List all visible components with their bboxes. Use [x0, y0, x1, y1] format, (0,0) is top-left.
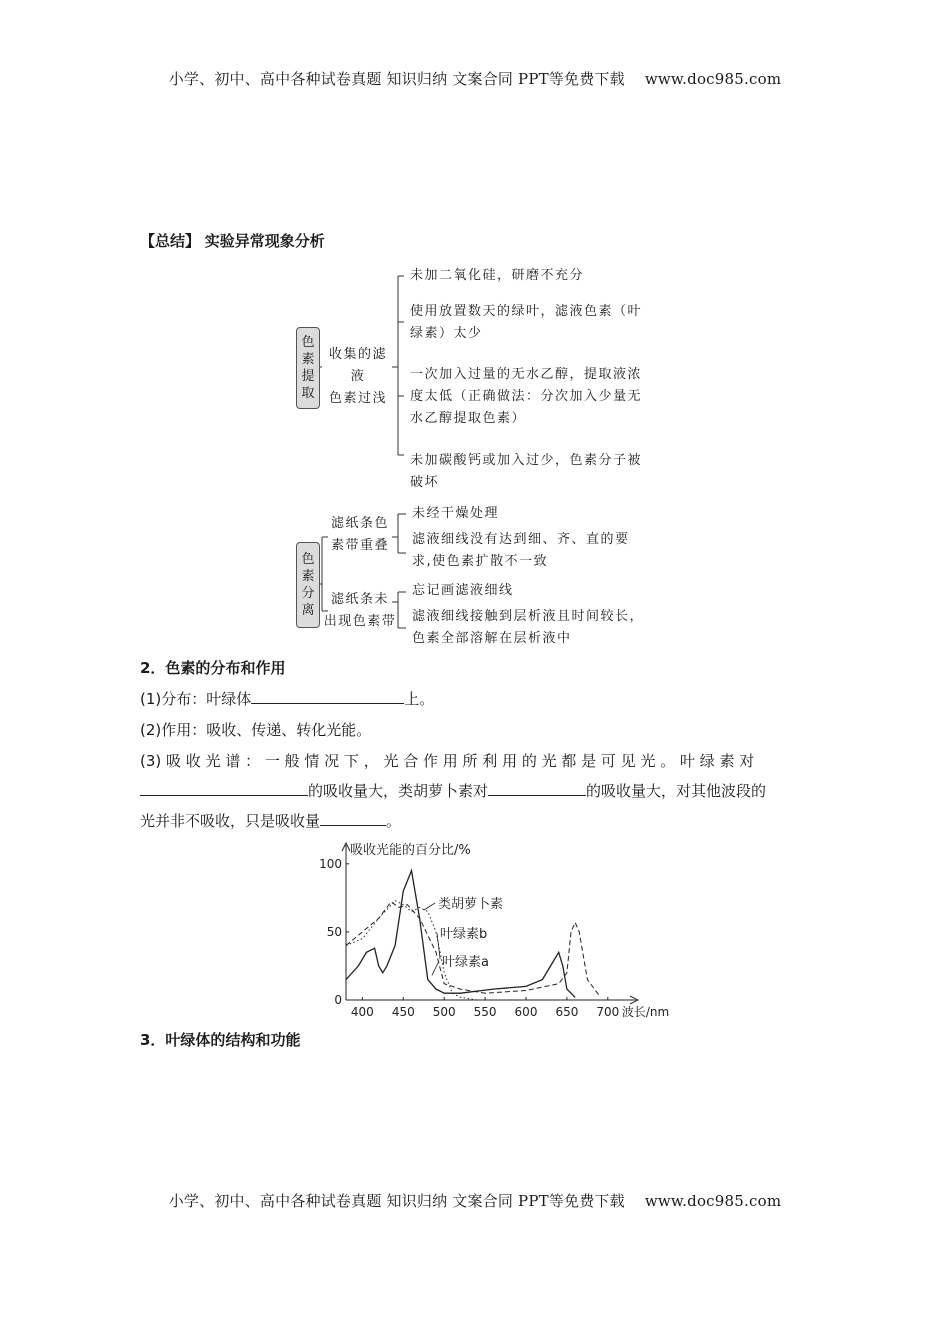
x-tick-label: 400: [350, 1005, 374, 1019]
leaf-line: 绿素）太少: [410, 326, 483, 341]
x-tick-label: 550: [473, 1005, 497, 1019]
series-line-1: [346, 902, 600, 996]
leaf-line: 破坏: [410, 475, 440, 490]
leaf-line: 色素全部溶解在层析液中: [412, 631, 572, 646]
p3-line3-suffix: 。: [386, 812, 402, 830]
blank-1: [251, 688, 404, 704]
section2-p3-line3: [140, 810, 401, 831]
tree1-leaf-4: [410, 450, 642, 494]
y-tick-label: 50: [326, 924, 342, 939]
x-tick-label: 600: [514, 1005, 538, 1019]
tree2-branch2-line2: 出现色素带: [323, 614, 397, 629]
page-footer: [0, 1190, 950, 1211]
tree1-branch-line2: 色素过浅: [328, 391, 387, 406]
series-label: 叶绿素a: [442, 955, 489, 970]
tree1-leaf-1: [410, 265, 584, 287]
tree1-leaf-2: [410, 301, 642, 345]
blank-3: [488, 780, 586, 796]
section2-p3-line2: [140, 780, 766, 801]
header-text: 小学、初中、高中各种试卷真题 知识归纳 文案合同 PPT等免费下载: [168, 70, 625, 88]
p3-line3-prefix: 光并非不吸收，只是吸收量: [140, 812, 321, 830]
footer-text: 小学、初中、高中各种试卷真题 知识归纳 文案合同 PPT等免费下载: [168, 1192, 625, 1210]
section2-p1: [140, 688, 434, 709]
leaf-line: 未加碳酸钙或加入过少，色素分子被: [410, 453, 643, 468]
p1-suffix: 上。: [404, 690, 435, 708]
tree1-leaf-3: [410, 364, 642, 430]
p3-mid: 的吸收量大，类胡萝卜素对: [308, 782, 489, 800]
tree2-branch1-line2: 素带重叠: [330, 538, 389, 553]
root-char: 素: [301, 569, 315, 584]
root-char: 素: [301, 352, 315, 367]
series-label: 叶绿素b: [440, 927, 488, 942]
leaf-line: 未加二氧化硅，研磨不充分: [410, 268, 585, 283]
tree1-root-box: [296, 327, 320, 409]
x-tick-label: 450: [391, 1005, 415, 1019]
root-char: 提: [301, 369, 315, 384]
section2-heading: 2．色素的分布和作用: [140, 659, 286, 677]
tree2-branch-1: [326, 513, 394, 557]
blank-4: [320, 810, 386, 826]
series-leader-line: [432, 961, 439, 975]
tree2-leaf-2: [412, 529, 630, 573]
root-char: 色: [301, 552, 315, 567]
leaf-line: 水乙醇提取色素）: [410, 411, 527, 426]
tree2-leaf-1: [412, 503, 499, 525]
blank-2: [140, 780, 308, 796]
leaf-line: 使用放置数天的绿叶，滤液色素（叶: [410, 304, 643, 319]
series-line-0: [346, 901, 477, 1000]
tree2-leaf-3: [412, 580, 514, 602]
root-char: 取: [301, 386, 315, 401]
leaf-line: 一次加入过量的无水乙醇，提取液浓: [410, 367, 643, 382]
p3-end: 的吸收量大，对其他波段的: [586, 782, 767, 800]
x-tick-label: 500: [432, 1005, 456, 1019]
leaf-line: 度太低（正确做法：分次加入少量无: [410, 389, 643, 404]
leaf-line: 滤液细线没有达到细、齐、直的要: [412, 532, 630, 547]
x-tick-label: 650: [555, 1005, 579, 1019]
y-tick-label: 0: [334, 993, 342, 1007]
section3-heading: 3．叶绿体的结构和功能: [140, 1031, 301, 1049]
root-char: 离: [301, 603, 315, 618]
tree2-branch1-line1: 滤纸条色: [330, 516, 389, 531]
p1-prefix: (1)分布：叶绿体: [140, 690, 252, 708]
tree2-root-box: [296, 542, 320, 628]
series-leader-line: [424, 903, 435, 910]
x-tick-label: 700: [596, 1005, 620, 1019]
tree1-branch-line1: 收集的滤液: [328, 347, 387, 384]
root-char: 色: [301, 335, 315, 350]
absorption-spectrum-chart: [300, 840, 670, 1020]
summary-title: [140, 230, 325, 251]
root-char: 分: [301, 586, 315, 601]
x-axis-label: 波长/nm: [621, 1005, 670, 1019]
leaf-line: 未经干燥处理: [412, 506, 500, 521]
header-site: www.doc985.com: [644, 70, 782, 88]
leaf-line: 滤液细线接触到层析液且时间较长，: [412, 609, 645, 624]
section2-p3-line1: (3) 吸 收 光 谱 ： 一 般 情 况 下 ， 光 合 作 用 所 利 用 的 光 都 是 可 见 光 。 叶 绿 素 对: [140, 752, 755, 770]
tree2-branch-2: [322, 589, 398, 633]
tree2-leaf-4: [412, 606, 644, 650]
tree2-branch2-line1: 滤纸条未: [330, 592, 389, 607]
summary-tag: 【总结】: [140, 232, 201, 250]
leaf-line: 忘记画滤液细线: [412, 583, 514, 598]
y-tick-label: 100: [319, 856, 342, 871]
section2-p2: (2)作用：吸收、传递、转化光能。: [140, 721, 372, 739]
page-header: [0, 68, 950, 89]
footer-site: www.doc985.com: [644, 1192, 782, 1210]
summary-heading: 实验异常现象分析: [204, 232, 325, 250]
y-axis-label: 吸收光能的百分比/%: [350, 843, 471, 858]
tree1-branch: [322, 344, 394, 410]
leaf-line: 求,使色素扩散不一致: [412, 554, 549, 569]
series-label: 类胡萝卜素: [438, 897, 504, 912]
